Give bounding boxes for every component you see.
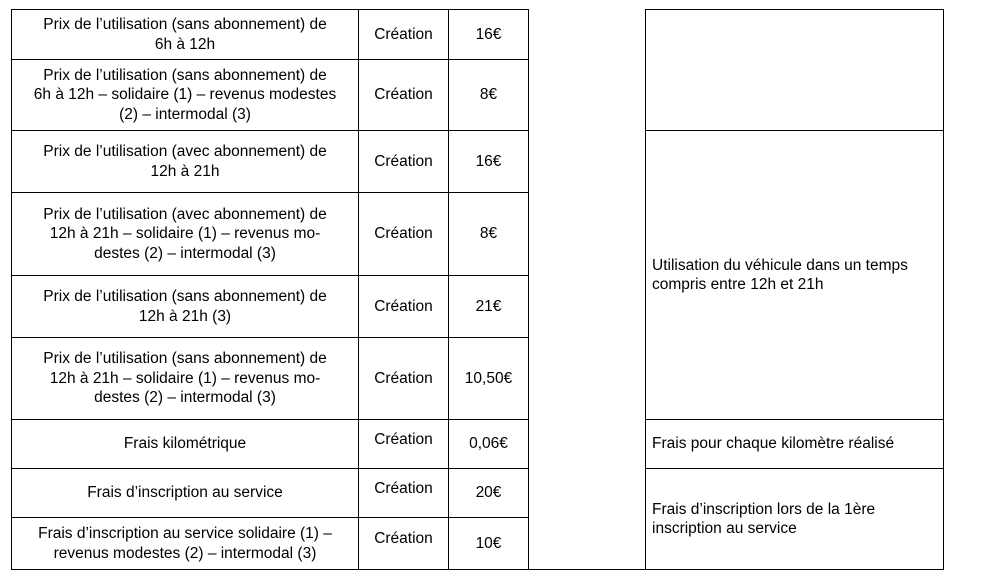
row-type: Création (374, 297, 433, 315)
row-price: 10,50€ (464, 369, 513, 387)
row-price: 8€ (479, 86, 498, 104)
row-price: 16€ (475, 152, 502, 170)
row-price: 21€ (475, 297, 502, 315)
row-type: Création (374, 25, 433, 43)
row-type: Création (374, 86, 433, 104)
table-rule (11, 569, 944, 570)
row-price: 20€ (475, 484, 502, 502)
row-label: Frais kilométrique (123, 435, 247, 453)
row-label: Prix de l’utilisation (avec abonnement) de 12h à 21h (43, 143, 327, 180)
row-label: Prix de l’utilisation (sans abonnement) de 12h à 21h – solidaire (1) – revenus mo- destes (2) – intermodal (3) (43, 350, 327, 407)
row-type: Création (374, 369, 433, 387)
description-km: Frais pour chaque kilomètre réalisé (652, 435, 895, 453)
row-price: 0,06€ (469, 435, 508, 453)
row-type: Création (374, 480, 433, 498)
row-type: Création (374, 530, 433, 548)
row-price: 16€ (475, 25, 502, 43)
row-type: Création (374, 152, 433, 170)
table-rule (645, 9, 944, 10)
description-inscription: Frais d’inscription lors de la 1ère inscription au service (652, 500, 876, 537)
row-label: Prix de l’utilisation (sans abonnement) de 6h à 12h – solidaire (1) – revenus modestes (2) – intermodal (3) (33, 66, 337, 123)
row-price: 8€ (479, 225, 498, 243)
row-label: Frais d’inscription au service solidaire (1) – revenus modestes (2) – intermodal (3) (38, 525, 332, 562)
table-rule (943, 9, 944, 570)
table-rule (528, 9, 529, 570)
row-price: 10€ (475, 534, 502, 552)
row-label: Prix de l’utilisation (avec abonnement) de 12h à 21h – solidaire (1) – revenus mo- destes (2) – intermodal (3) (43, 205, 327, 262)
row-type: Création (374, 431, 433, 449)
row-label: Prix de l’utilisation (sans abonnement) de 6h à 12h (43, 16, 327, 53)
row-label: Frais d’inscription au service (87, 484, 283, 502)
row-label: Prix de l’utilisation (sans abonnement) de 12h à 21h (3) (43, 288, 327, 325)
row-type: Création (374, 225, 433, 243)
description-usage-12-21: Utilisation du véhicule dans un temps compris entre 12h et 21h (652, 256, 908, 293)
